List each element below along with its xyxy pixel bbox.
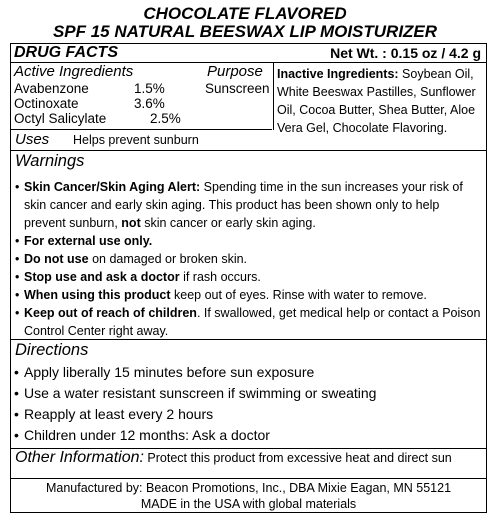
warning-text: if rash occurs. <box>179 270 261 284</box>
bullet: • <box>14 427 19 443</box>
active-name: Avabenzone <box>14 81 89 96</box>
direction-text: Use a water resistant sunscreen if swimming or sweating <box>24 385 377 401</box>
bullet: • <box>14 364 19 380</box>
warning-bold: Do not use <box>24 252 89 266</box>
warning-bold: Keep out of reach of children <box>24 306 197 320</box>
warnings-list <box>14 178 484 340</box>
other-information <box>15 451 485 465</box>
other-information-text: Protect this product from excessive heat and direct sun <box>143 451 452 465</box>
bullet: • <box>15 306 20 320</box>
inactive-label: Inactive Ingredients: <box>277 67 399 81</box>
purpose-heading: Purpose <box>207 63 263 80</box>
warning-text: keep out of eyes. Rinse with water to remove. <box>170 288 427 302</box>
bullet: • <box>14 406 19 422</box>
direction-item <box>14 425 484 446</box>
direction-text: Children under 12 months: Ask a doctor <box>24 427 270 443</box>
product-title-line2: SPF 15 NATURAL BEESWAX LIP MOISTURIZER <box>52 22 438 41</box>
warning-bold-inline: not <box>121 216 141 230</box>
active-pct: 3.6% <box>134 96 165 111</box>
net-weight: Net Wt. : 0.15 oz / 4.2 g <box>330 45 481 61</box>
inactive-divider <box>273 62 274 130</box>
uses-label: Uses <box>15 131 50 148</box>
direction-item <box>14 362 484 383</box>
warning-bold: When using this product <box>24 288 171 302</box>
warning-text: Spending time in the sun increases your risk of skin cancer and early skin aging. This product has been shown only to help prevent sunburn, <box>24 180 463 230</box>
warning-bold: Skin Cancer/Skin Aging Alert: <box>24 180 201 194</box>
bullet: • <box>15 234 20 248</box>
divider-warnings <box>11 150 486 151</box>
purpose-value: Sunscreen <box>205 81 270 96</box>
active-pct: 1.5% <box>134 81 165 96</box>
bullet: • <box>14 385 19 401</box>
direction-text: Reapply at least every 2 hours <box>24 406 214 422</box>
warnings-heading: Warnings <box>15 152 85 170</box>
manufacturer-line2: MADE in the USA with global materials <box>140 497 357 511</box>
divider-manufacturer <box>11 478 486 479</box>
active-name: Octyl Salicylate <box>14 111 107 126</box>
direction-text: Apply liberally 15 minutes before sun exposure <box>24 364 315 380</box>
other-information-label: Other Information: <box>15 449 144 466</box>
warning-bold: Stop use and ask a doctor <box>24 270 180 284</box>
bullet: • <box>15 270 20 284</box>
direction-item <box>14 383 484 404</box>
bullet: • <box>15 252 20 266</box>
drug-facts-panel <box>10 43 487 513</box>
bullet: • <box>15 180 20 194</box>
uses-text: Helps prevent sunburn <box>73 133 199 147</box>
active-pct: 2.5% <box>150 111 181 126</box>
active-ingredients-heading: Active Ingredients <box>14 63 134 80</box>
divider-directions <box>11 339 486 340</box>
directions-list <box>14 362 484 446</box>
warning-item <box>14 250 484 268</box>
warning-bold: For external use only. <box>24 234 153 248</box>
warning-item <box>14 268 484 286</box>
inactive-text: Soybean Oil, White Beeswax Pastilles, Sunflower Oil, Cocoa Butter, Shea Butter, Aloe Vera Gel, Chocolate Flavoring. <box>277 67 476 135</box>
warning-text: on damaged or broken skin. <box>88 252 248 266</box>
direction-item <box>14 404 484 425</box>
active-name: Octinoxate <box>14 96 79 111</box>
bullet: • <box>15 288 20 302</box>
warning-text-tail: skin cancer or early skin aging. <box>140 216 316 230</box>
manufacturer-line1: Manufactured by: Beacon Promotions, Inc., DBA Mixie Eagan, MN 55121 <box>45 481 452 495</box>
product-title-line1: CHOCOLATE FLAVORED <box>143 4 347 23</box>
inactive-ingredients <box>277 65 483 137</box>
warning-item <box>14 304 484 340</box>
warning-item <box>14 178 484 232</box>
warning-item <box>14 286 484 304</box>
drug-facts-heading: DRUG FACTS <box>14 44 118 61</box>
warning-text: . If swallowed, get medical help or contact a Poison Control Center right away. <box>24 306 481 338</box>
directions-heading: Directions <box>15 341 89 359</box>
divider-uses <box>11 129 272 130</box>
warning-item <box>14 232 484 250</box>
